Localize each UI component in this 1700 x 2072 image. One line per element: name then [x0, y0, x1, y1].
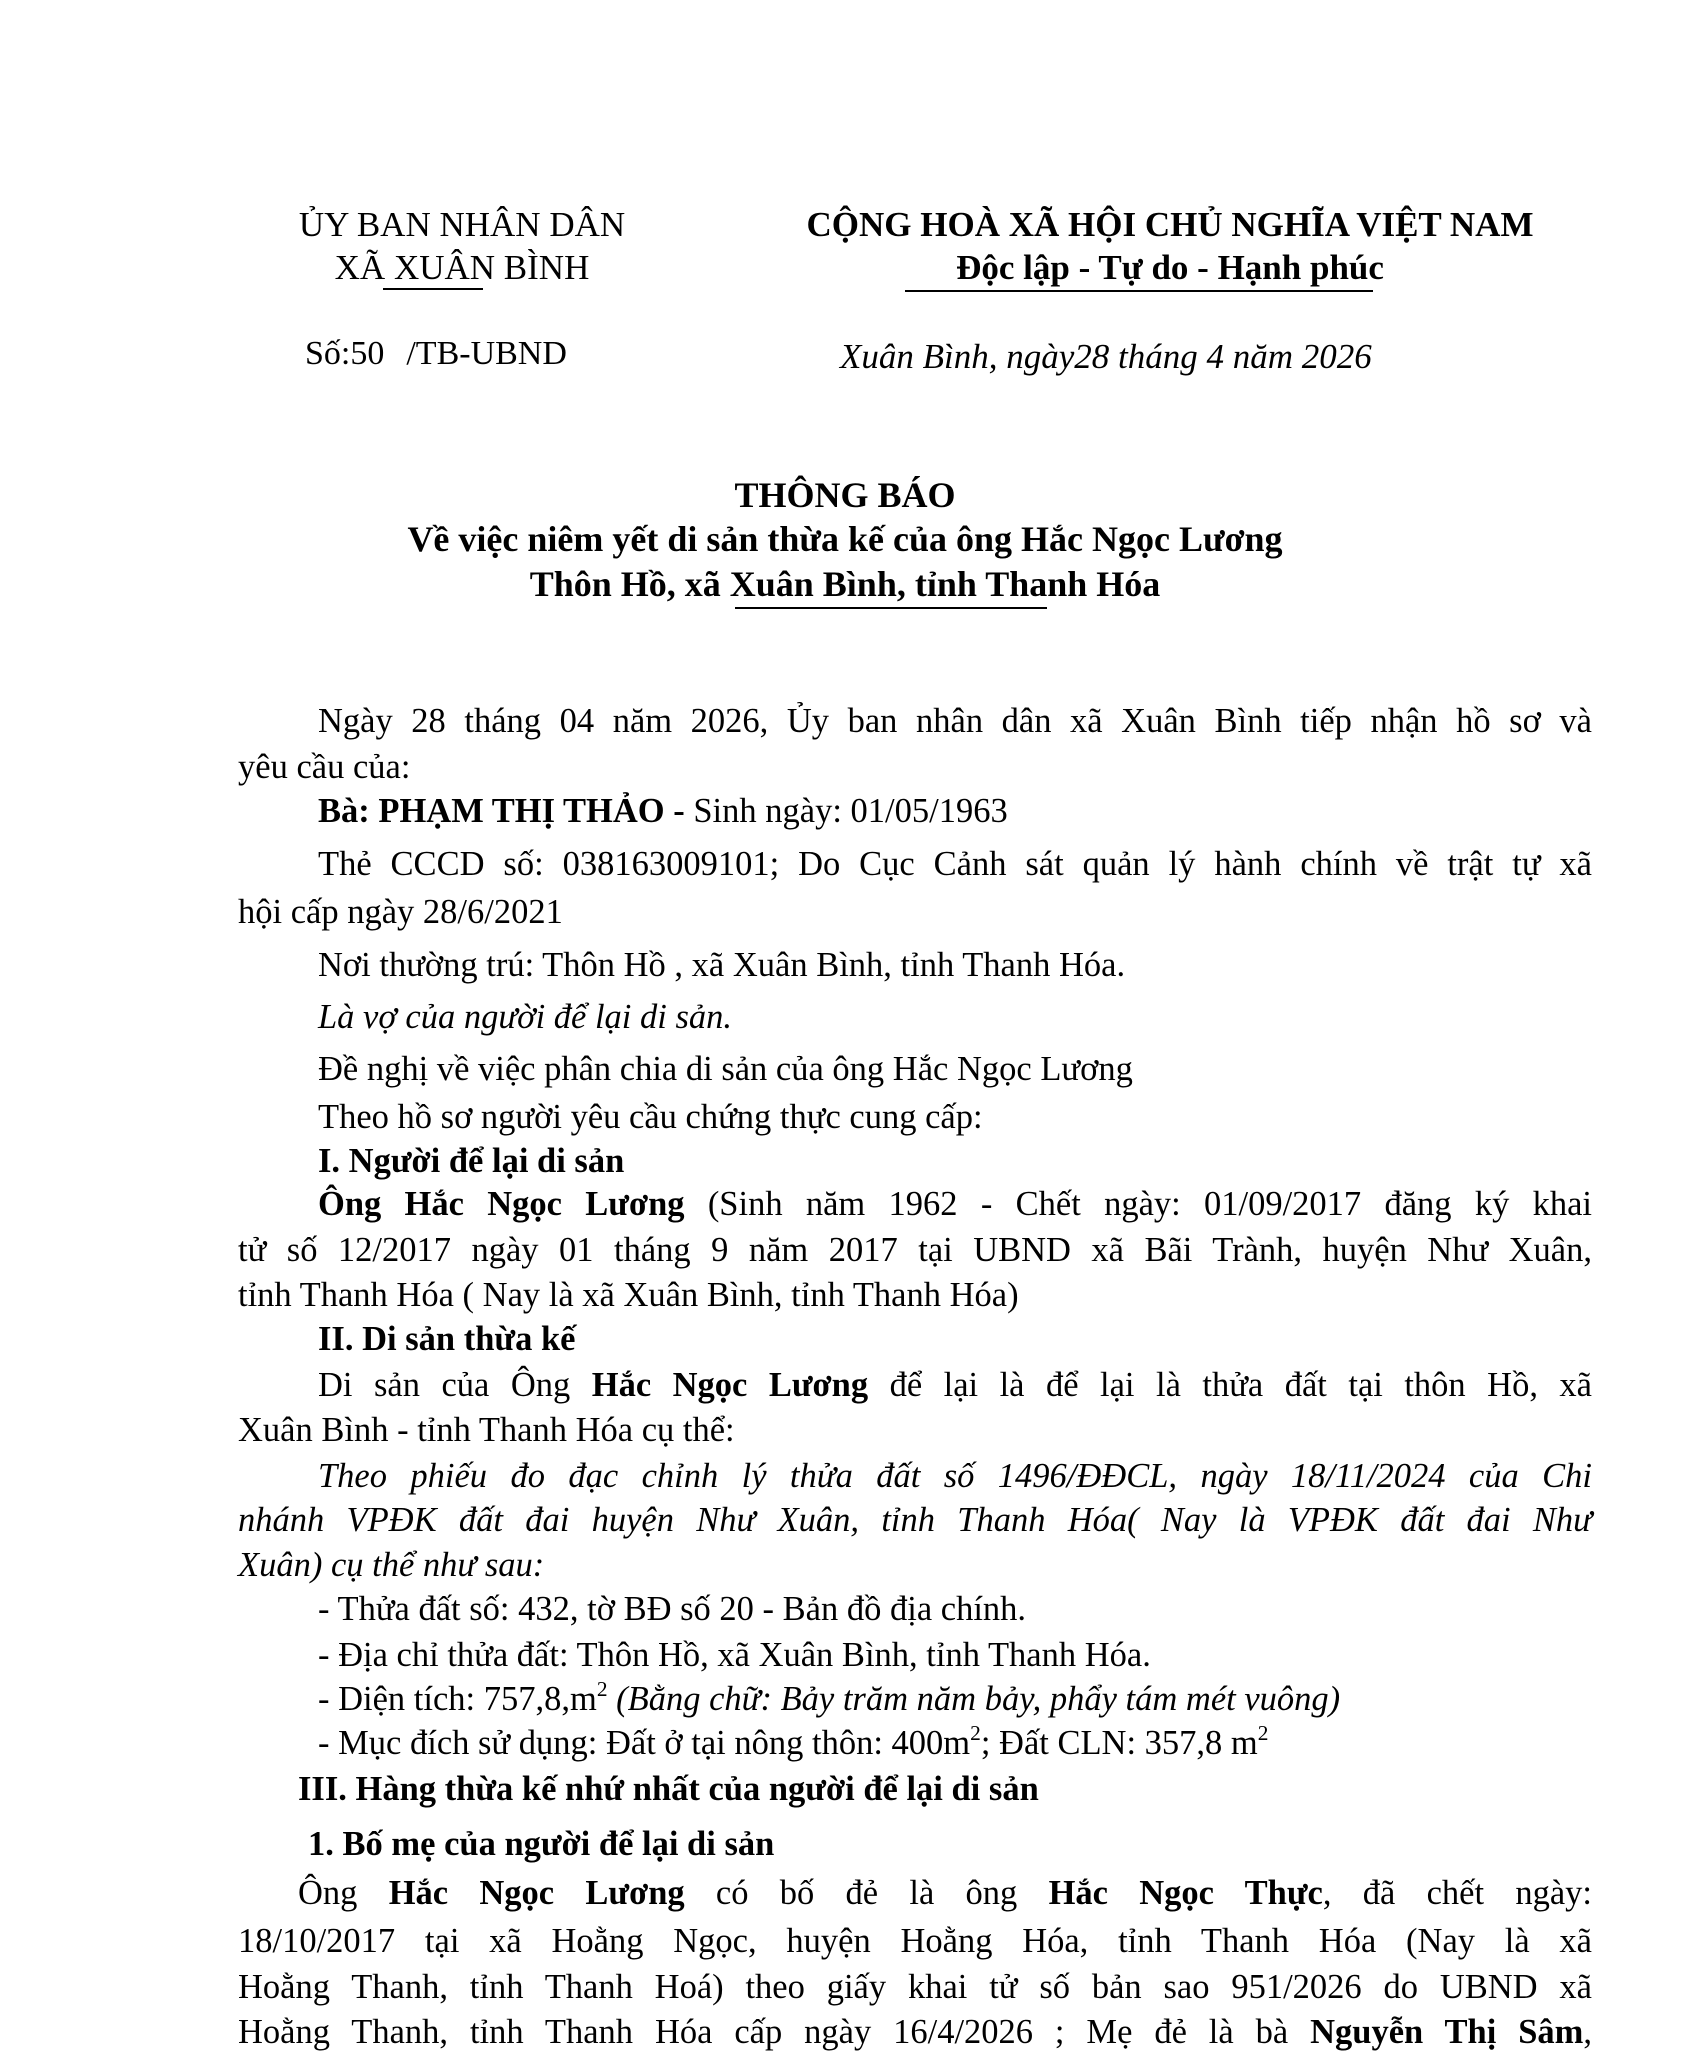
survey-line3: Xuân) cụ thể như sau: — [238, 1546, 545, 1584]
area-value: - Diện tích: 757,8,m — [318, 1680, 597, 1718]
parents-b: có bố đẻ là ông — [684, 1874, 1049, 1912]
deceased-name: Ông Hắc Ngọc Lương — [318, 1185, 685, 1223]
notice-title: THÔNG BÁO — [734, 475, 956, 515]
parents-a: Ông — [298, 1874, 389, 1912]
section3-title: III. Hàng thừa kế nhứ nhất của người để lại di sản — [298, 1770, 1039, 1808]
area-words: (Bằng chữ: Bảy trăm năm bảy, phẩy tám mét vuông) — [607, 1680, 1341, 1718]
parents-line3: Hoằng Thanh, tỉnh Thanh Hoá) theo giấy khai tử số bản sao 951/2026 do UBND xã — [238, 1968, 1592, 2006]
issuer-line1: ỦY BAN NHÂN DÂN — [298, 205, 626, 244]
notice-location: Thôn Hồ, xã Xuân Bình, tỉnh Thanh Hóa — [529, 564, 1161, 604]
number-prefix: Số: — [305, 335, 351, 372]
intro-line2: yêu cầu của: — [238, 748, 411, 786]
estate-text-a: Di sản của Ông — [318, 1366, 592, 1404]
request: Đề nghị về việc phân chia di sản của ông Hắc Ngọc Lương — [318, 1050, 1133, 1088]
section3-sub1: 1. Bố mẹ của người để lại di sản — [308, 1825, 775, 1863]
estate-owner: Hắc Ngọc Lương — [591, 1366, 869, 1404]
estate-text-b: để lại là để lại là thửa đất tại thôn Hồ, xã — [868, 1366, 1592, 1404]
number-suffix: /TB-UBND — [406, 335, 567, 372]
area-unit-sup: 2 — [596, 1677, 608, 1702]
section1-line3: tỉnh Thanh Hóa ( Nay là xã Xuân Bình, tỉnh Thanh Hóa) — [238, 1276, 1019, 1314]
number-value: 50 — [350, 335, 385, 372]
according: Theo hồ sơ người yêu cầu chứng thực cung cấp: — [318, 1098, 983, 1136]
requester-name: Bà: PHẠM THỊ THẢO - — [318, 792, 685, 830]
title-underline — [735, 607, 1047, 609]
land-purpose — [318, 1721, 1269, 1763]
id-line2: hội cấp ngày 28/6/2021 — [238, 893, 563, 931]
survey-line1: Theo phiếu đo đạc chỉnh lý thửa đất số 1496/ĐĐCL, ngày 18/11/2024 của Chi — [318, 1457, 1592, 1495]
parents-line2: 18/10/2017 tại xã Hoằng Ngọc, huyện Hoằng Hóa, tỉnh Thanh Hóa (Nay là xã — [238, 1922, 1592, 1960]
parents-line1 — [298, 1874, 1592, 1913]
section2-title: II. Di sản thừa kế — [318, 1320, 576, 1358]
section1-line1 — [318, 1185, 1592, 1224]
document-date: Xuân Bình, ngày28 tháng 4 năm 2026 — [840, 337, 1372, 376]
father-name: Hắc Ngọc Thực — [1048, 1874, 1323, 1912]
parents-l4-b: , — [1583, 2013, 1592, 2051]
issuer-underline — [383, 288, 483, 290]
issuer-line2: XÃ XUÂN BÌNH — [334, 248, 590, 287]
deceased-info: (Sinh năm 1962 - Chết ngày: 01/09/2017 đăng ký khai — [684, 1185, 1593, 1223]
requester-dob: Sinh ngày: 01/05/1963 — [684, 792, 1008, 830]
purpose-a: - Mục đích sử dụng: Đất ở tại nông thôn: 400m — [318, 1724, 971, 1762]
section1-title: I. Người để lại di sản — [318, 1142, 625, 1180]
id-line1: Thẻ CCCD số: 038163009101; Do Cục Cảnh sát quản lý hành chính về trật tự xã — [318, 845, 1592, 883]
document-number — [305, 335, 567, 373]
motto-underline — [905, 290, 1373, 292]
section2-line1 — [318, 1366, 1592, 1405]
nation-title: CỘNG HOÀ XÃ HỘI CHỦ NGHĨA VIỆT NAM — [806, 205, 1534, 244]
parents-l4-a: Hoằng Thanh, tỉnh Thanh Hóa cấp ngày 16/4/2026 ; Mẹ đẻ là bà — [238, 2013, 1311, 2051]
residence: Nơi thường trú: Thôn Hồ , xã Xuân Bình, tỉnh Thanh Hóa. — [318, 946, 1126, 984]
mother-name: Nguyễn Thị Sâm — [1310, 2013, 1584, 2051]
section2-line2: Xuân Bình - tỉnh Thanh Hóa cụ thể: — [238, 1411, 735, 1449]
relation: Là vợ của người để lại di sản. — [318, 998, 733, 1036]
parcel-area — [318, 1677, 1341, 1719]
survey-line2: nhánh VPĐK đất đai huyện Như Xuân, tỉnh Thanh Hóa( Nay là VPĐK đất đai Như — [238, 1501, 1592, 1539]
requester — [318, 792, 1008, 831]
purpose-b: ; Đất CLN: 357,8 m — [980, 1724, 1258, 1762]
nation-motto: Độc lập - Tự do - Hạnh phúc — [956, 248, 1384, 287]
section1-line2: tử số 12/2017 ngày 01 tháng 9 năm 2017 tại UBND xã Bãi Trành, huyện Như Xuân, — [238, 1231, 1592, 1269]
intro-line1: Ngày 28 tháng 04 năm 2026, Ủy ban nhân dân xã Xuân Bình tiếp nhận hồ sơ và — [318, 702, 1592, 740]
parents-c: , đã chết ngày: — [1322, 1874, 1593, 1912]
notice-subject: Về việc niêm yết di sản thừa kế của ông Hắc Ngọc Lương — [407, 519, 1283, 559]
purpose-sup2: 2 — [1257, 1721, 1269, 1746]
parcel-address: - Địa chỉ thửa đất: Thôn Hồ, xã Xuân Bình, tỉnh Thanh Hóa. — [318, 1636, 1151, 1674]
parcel-number: - Thửa đất số: 432, tờ BĐ số 20 - Bản đồ địa chính. — [318, 1590, 1027, 1628]
parents-name1: Hắc Ngọc Lương — [388, 1874, 685, 1912]
parents-line4 — [238, 2013, 1592, 2052]
purpose-sup1: 2 — [970, 1721, 981, 1746]
